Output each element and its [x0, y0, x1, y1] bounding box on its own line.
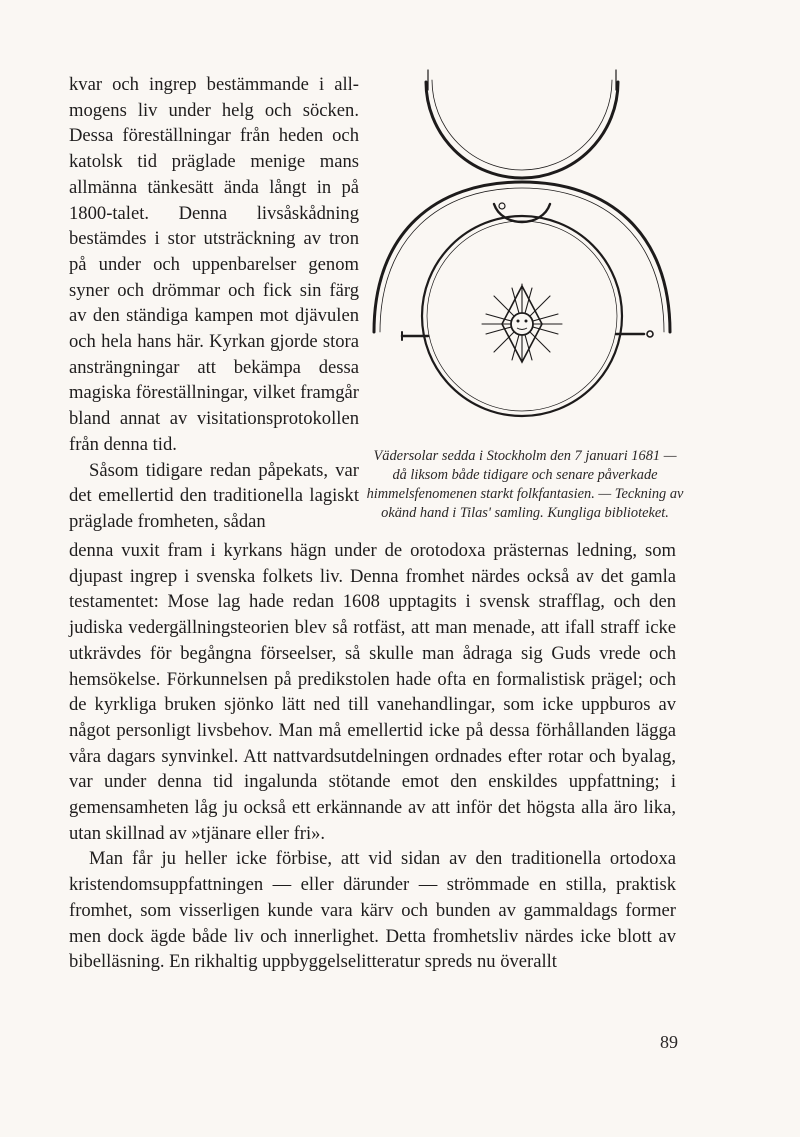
body-paragraph: kvar och ingrep bestämmande i allmogens liv under helg och söcken. Dessa föreställningar från heden och katolsk tid präglade menige mans allmänna tänkesätt ända långt in på 1800-talet. Denna livsåskådning bestämdes i stor utsträckning av tron på under och uppenbarelser genom syner och drömmar och fick sin färg av den ständiga kampen mot djävulen och hela hans här. Kyrkan gjorde stora ansträngningar att bekämpa dessa magiska föreställningar, vilket framgår bland annat av visitationsprotokollen från denna tid.	[69, 74, 359, 455]
figure-caption: Vädersolar sedda i Stockholm den 7 januari 1681 — då liksom både tidigare och senare påverkade himmelsfenomenen starkt folkfantasien. — Teckning av okänd hand i Tilas' samling. Kungliga biblioteket.	[366, 448, 684, 521]
full-width-text	[69, 538, 676, 975]
sun-dogs-illustration	[366, 62, 684, 432]
upper-tangent-arc	[426, 82, 618, 178]
small-cup-arc	[494, 204, 550, 222]
halo-drawing	[366, 62, 684, 432]
page-number: 89	[660, 1032, 678, 1052]
central-sun-face	[511, 313, 533, 335]
left-text-column	[69, 72, 359, 535]
body-paragraph: Man får ju heller icke förbise, att vid sidan av den traditionella ortodoxa kristendomsuppfattningen — eller därunder — strömmade en stilla, praktisk fromhet, som visserligen kunde vara kärv och bunden av gammaldags former men dock ägde både liv och innerlighet. Detta fromhetsliv närdes icke blott av bibelläsning. En rikhaltig uppbyggelselitteratur spreds nu överallt	[69, 848, 676, 973]
body-paragraph: denna vuxit fram i kyrkans hägn under de orotodoxa prästernas ledning, som djupast ingrep i svenska folkets liv. Denna fromhet närdes också av det gamla testamentet: Mose lag hade redan 1608 upptagits i svensk strafflag, och den judiska vedergällningsteorien blev så rotfäst, att man menade, att ifall straff icke utkrävdes för begångna förseelser, så skulle man ådraga sig Guds vrede och hemsökelse. Förkunnelsen på predikstolen hade ofta en formalistisk prägel; och de kyrkliga bruken sjönko lätt ned till vanehandlingar, som icke uppburos av något personligt livsbehov. Man må emellertid icke på dessa förhållanden lägga våra dagars synvinkel. Att nattvardsutdelningen ordnades efter rotar och byalag, var under denna tid ingalunda stötande emot den enskildes uppfattning; i gemensamheten låg ju också ett erkännande av att inför det högsta alla äro lika, utan skillnad av »tjänare eller fri».	[69, 540, 676, 844]
body-paragraph: Såsom tidigare redan påpekats, var det emellertid den traditionella lagiskt präglade fromheten, sådan	[69, 459, 359, 532]
